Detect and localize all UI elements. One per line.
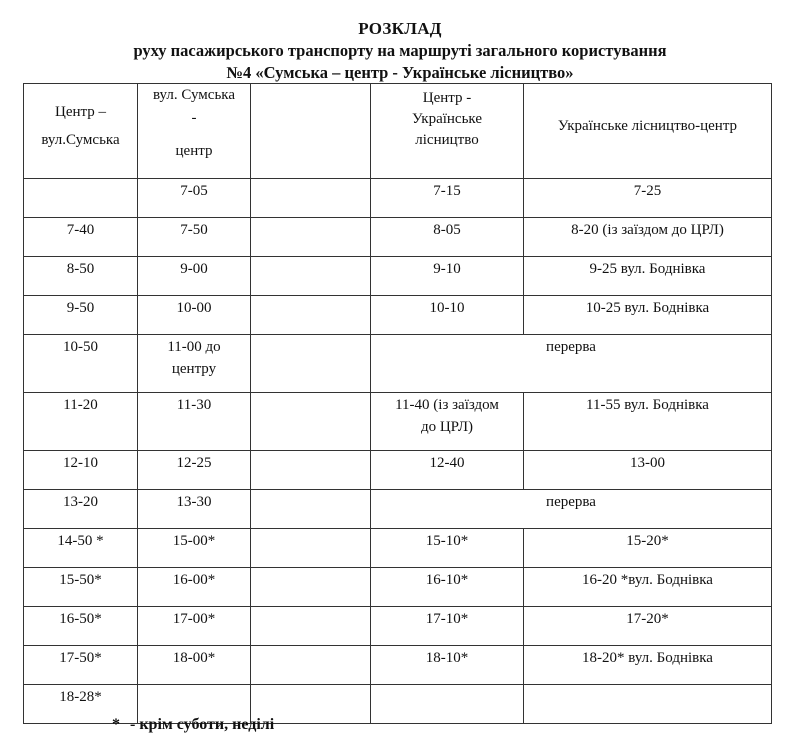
cell-sumska-to-centre xyxy=(138,335,251,393)
header-line: Центр – xyxy=(54,104,106,120)
header-line: вул. Сумська xyxy=(152,87,236,103)
cell-centre-to-forestry: 17-10* xyxy=(371,607,524,646)
cell-empty xyxy=(251,646,371,685)
cell-empty xyxy=(251,568,371,607)
cell-empty xyxy=(251,490,371,529)
schedule-row xyxy=(24,335,772,393)
schedule-row xyxy=(24,451,772,490)
cell-empty xyxy=(251,296,371,335)
cell-forestry-to-centre: 17-20* xyxy=(524,607,772,646)
cell-centre-to-forestry: 12-40 xyxy=(371,451,524,490)
header-line: Українське лісництво-центр xyxy=(557,118,738,134)
route-name: №4 «Сумська – центр - Українське лісництво» xyxy=(226,63,574,82)
cell-sumska-to-centre: 11-30 xyxy=(138,393,251,451)
header-line: центр xyxy=(175,143,213,159)
cell-line: 11-40 (із заїздом xyxy=(395,397,499,413)
header-centre-to-sumska xyxy=(24,84,138,179)
cell-sumska-to-centre: 15-00* xyxy=(138,529,251,568)
cell-sumska-to-centre: 17-00* xyxy=(138,607,251,646)
cell-sumska-to-centre: 7-50 xyxy=(138,218,251,257)
cell-centre-to-forestry: 18-10* xyxy=(371,646,524,685)
cell-forestry-to-centre: 11-55 вул. Боднівка xyxy=(524,393,772,451)
cell-centre-to-forestry xyxy=(371,393,524,451)
cell-line: до ЦРЛ) xyxy=(420,419,474,435)
break-cell: перерва xyxy=(371,490,772,529)
schedule-row xyxy=(24,568,772,607)
cell-centre-to-sumska: 15-50* xyxy=(24,568,138,607)
cell-sumska-to-centre: 10-00 xyxy=(138,296,251,335)
cell-centre-to-sumska: 9-50 xyxy=(24,296,138,335)
cell-forestry-to-centre: 9-25 вул. Боднівка xyxy=(524,257,772,296)
document-title: РОЗКЛАД xyxy=(358,19,442,38)
cell-centre-to-forestry: 7-15 xyxy=(371,179,524,218)
cell-centre-to-forestry: 9-10 xyxy=(371,257,524,296)
cell-centre-to-sumska: 18-28* xyxy=(24,685,138,724)
cell-centre-to-forestry: 16-10* xyxy=(371,568,524,607)
schedule-table xyxy=(23,83,772,724)
cell-empty xyxy=(251,179,371,218)
schedule-row xyxy=(24,393,772,451)
cell-empty xyxy=(251,607,371,646)
cell-centre-to-forestry xyxy=(371,685,524,724)
footnote-symbol: * xyxy=(112,716,120,733)
cell-centre-to-sumska xyxy=(24,179,138,218)
schedule-row xyxy=(24,490,772,529)
footnote-text: - крім суботи, неділі xyxy=(130,716,275,733)
cell-forestry-to-centre: 18-20* вул. Боднівка xyxy=(524,646,772,685)
cell-sumska-to-centre: 12-25 xyxy=(138,451,251,490)
header-line: Українське xyxy=(411,111,482,127)
cell-sumska-to-centre: 13-30 xyxy=(138,490,251,529)
cell-sumska-to-centre: 16-00* xyxy=(138,568,251,607)
break-cell: перерва xyxy=(371,335,772,393)
document-subtitle: руху пасажирського транспорту на маршруті загального користування xyxy=(133,41,667,60)
header-empty xyxy=(251,84,371,179)
schedule-row xyxy=(24,218,772,257)
cell-forestry-to-centre: 8-20 (із заїздом до ЦРЛ) xyxy=(524,218,772,257)
cell-centre-to-sumska: 14-50 * xyxy=(24,529,138,568)
cell-forestry-to-centre: 15-20* xyxy=(524,529,772,568)
cell-empty xyxy=(251,335,371,393)
header-line: Центр - xyxy=(422,90,472,106)
header-row xyxy=(24,84,772,179)
cell-centre-to-sumska: 13-20 xyxy=(24,490,138,529)
cell-empty xyxy=(251,218,371,257)
schedule-row xyxy=(24,179,772,218)
header-centre-to-forestry xyxy=(371,84,524,179)
cell-empty xyxy=(251,451,371,490)
cell-centre-to-sumska: 11-20 xyxy=(24,393,138,451)
cell-centre-to-forestry: 10-10 xyxy=(371,296,524,335)
cell-centre-to-sumska: 12-10 xyxy=(24,451,138,490)
cell-forestry-to-centre xyxy=(524,685,772,724)
header-sumska-to-centre xyxy=(138,84,251,179)
cell-empty xyxy=(251,257,371,296)
cell-sumska-to-centre: 9-00 xyxy=(138,257,251,296)
cell-forestry-to-centre: 16-20 *вул. Боднівка xyxy=(524,568,772,607)
schedule-row xyxy=(24,646,772,685)
footnote xyxy=(112,716,274,734)
cell-empty xyxy=(251,529,371,568)
cell-line: центру xyxy=(171,361,217,377)
cell-empty xyxy=(251,393,371,451)
cell-centre-to-sumska: 10-50 xyxy=(24,335,138,393)
cell-centre-to-forestry: 8-05 xyxy=(371,218,524,257)
cell-centre-to-sumska: 7-40 xyxy=(24,218,138,257)
cell-centre-to-sumska: 8-50 xyxy=(24,257,138,296)
cell-centre-to-forestry: 15-10* xyxy=(371,529,524,568)
header-line: вул.Сумська xyxy=(41,132,120,148)
cell-centre-to-sumska: 16-50* xyxy=(24,607,138,646)
header-line: - xyxy=(191,110,197,126)
cell-line: 11-00 до xyxy=(167,339,221,355)
cell-forestry-to-centre: 10-25 вул. Боднівка xyxy=(524,296,772,335)
cell-forestry-to-centre: 13-00 xyxy=(524,451,772,490)
cell-centre-to-sumska: 17-50* xyxy=(24,646,138,685)
schedule-row xyxy=(24,296,772,335)
cell-sumska-to-centre: 7-05 xyxy=(138,179,251,218)
header-line: лісництво xyxy=(415,132,479,148)
schedule-row xyxy=(24,529,772,568)
cell-sumska-to-centre: 18-00* xyxy=(138,646,251,685)
cell-forestry-to-centre: 7-25 xyxy=(524,179,772,218)
schedule-row xyxy=(24,257,772,296)
schedule-row xyxy=(24,607,772,646)
header-forestry-to-centre xyxy=(524,84,772,179)
